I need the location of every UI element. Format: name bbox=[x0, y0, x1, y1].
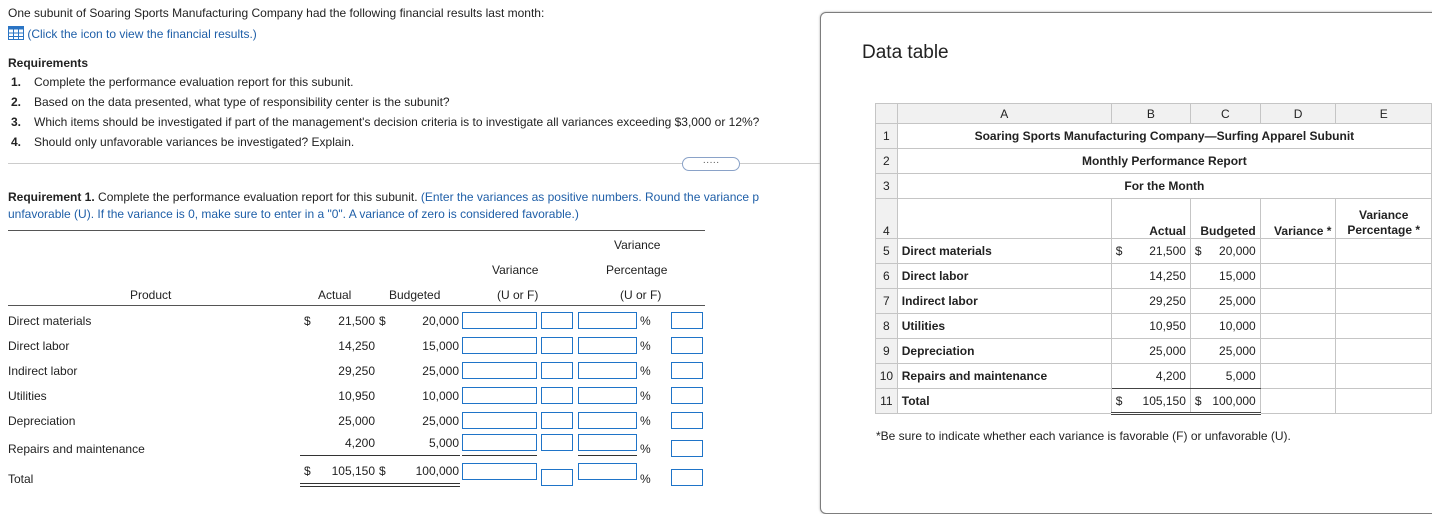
actual-value: 29,250 bbox=[338, 364, 375, 378]
header-budgeted: Budgeted bbox=[1190, 199, 1260, 239]
percent-sign: % bbox=[640, 314, 651, 328]
row-label: Direct materials bbox=[8, 314, 92, 328]
table-row bbox=[876, 124, 1432, 149]
budgeted-value: 25,000 bbox=[422, 364, 459, 378]
intro-text: One subunit of Soaring Sports Manufacturing Company had the following financial results last month: bbox=[8, 6, 545, 20]
requirement-1-instructions: unfavorable (U). If the variance is 0, make sure to enter in a "0". A variance of zero is considered favorable.) bbox=[8, 207, 579, 221]
variance-input[interactable] bbox=[462, 387, 537, 404]
currency-sign: $ bbox=[379, 314, 386, 328]
currency-sign: $ bbox=[304, 314, 311, 328]
requirement-text: Which items should be investigated if part of the management's decision criteria is to investigate all variances exceeding $3,000 or 12%? bbox=[34, 115, 760, 129]
variance-uf-select[interactable] bbox=[541, 312, 573, 329]
pct-input[interactable] bbox=[578, 412, 637, 429]
row-number: 1 bbox=[876, 124, 898, 149]
pct-uf-select[interactable] bbox=[671, 337, 703, 354]
report-period-line: For the Month bbox=[897, 174, 1431, 199]
header-variance: Variance * bbox=[1260, 199, 1336, 239]
subtotal-rule bbox=[300, 455, 460, 456]
table-row bbox=[876, 264, 1432, 289]
financial-results-link[interactable] bbox=[8, 26, 257, 41]
table-row bbox=[876, 389, 1432, 414]
actual-value: $ 105,150 bbox=[1111, 389, 1190, 414]
total-double-rule bbox=[300, 486, 460, 487]
row-label: Total bbox=[8, 472, 34, 486]
header-budgeted: Budgeted bbox=[389, 288, 441, 302]
row-label: Direct labor bbox=[897, 264, 1111, 289]
budgeted-value: 15,000 bbox=[422, 339, 459, 353]
spreadsheet-icon[interactable] bbox=[8, 26, 24, 40]
row-label: Utilities bbox=[8, 389, 47, 403]
table-row bbox=[876, 149, 1432, 174]
header-product: Product bbox=[130, 288, 172, 302]
requirement-text: Based on the data presented, what type of responsibility center is the subunit? bbox=[34, 95, 450, 109]
row-number: 6 bbox=[876, 264, 898, 289]
variance-uf-select[interactable] bbox=[541, 387, 573, 404]
row-label: Utilities bbox=[897, 314, 1111, 339]
budgeted-value: 100,000 bbox=[415, 464, 459, 478]
pct-uf-select[interactable] bbox=[671, 387, 703, 404]
requirement-item: 3. bbox=[11, 115, 22, 129]
col-letter: A bbox=[897, 104, 1111, 124]
table-row bbox=[876, 199, 1432, 239]
actual-value: 4,200 bbox=[1111, 364, 1190, 389]
variance-input[interactable] bbox=[462, 362, 537, 379]
header-pct-line2: Percentage bbox=[606, 263, 668, 277]
financial-results-link-text[interactable]: (Click the icon to view the financial results.) bbox=[27, 27, 257, 41]
expand-button[interactable]: ····· bbox=[682, 157, 740, 171]
pct-uf-select[interactable] bbox=[671, 440, 703, 457]
pct-uf-select[interactable] bbox=[671, 469, 703, 486]
table-row bbox=[876, 314, 1432, 339]
requirement-item: 1. bbox=[11, 75, 22, 89]
data-table bbox=[875, 103, 1432, 415]
percent-sign: % bbox=[640, 339, 651, 353]
row-label: Depreciation bbox=[8, 414, 76, 428]
percent-sign: % bbox=[640, 442, 651, 456]
col-letter: C bbox=[1190, 104, 1260, 124]
variance-uf-select[interactable] bbox=[541, 362, 573, 379]
percent-sign: % bbox=[640, 389, 651, 403]
variance-input[interactable] bbox=[462, 412, 537, 429]
actual-value: 25,000 bbox=[338, 414, 375, 428]
budgeted-value: 25,000 bbox=[1190, 289, 1260, 314]
data-table-title: Data table bbox=[862, 42, 949, 63]
row-number: 8 bbox=[876, 314, 898, 339]
actual-value: 21,500 bbox=[338, 314, 375, 328]
budgeted-value: $ 100,000 bbox=[1190, 389, 1260, 414]
actual-value: 105,150 bbox=[331, 464, 375, 478]
row-number: 10 bbox=[876, 364, 898, 389]
data-table-footnote: *Be sure to indicate whether each variance is favorable (F) or unfavorable (U). bbox=[876, 429, 1291, 443]
pct-input[interactable] bbox=[578, 337, 637, 354]
variance-uf-select[interactable] bbox=[541, 469, 573, 486]
currency-sign: $ bbox=[379, 464, 386, 478]
row-number: 11 bbox=[876, 389, 898, 414]
variance-input[interactable] bbox=[462, 463, 537, 480]
table-row bbox=[876, 364, 1432, 389]
row-number: 4 bbox=[876, 199, 898, 239]
variance-uf-select[interactable] bbox=[541, 412, 573, 429]
header-bottom-rule bbox=[8, 305, 705, 306]
table-row bbox=[876, 239, 1432, 264]
actual-value: 10,950 bbox=[338, 389, 375, 403]
actual-value: 29,250 bbox=[1111, 289, 1190, 314]
table-row bbox=[876, 339, 1432, 364]
subtotal-rule bbox=[578, 455, 637, 456]
budgeted-value: 10,000 bbox=[1190, 314, 1260, 339]
row-number: 5 bbox=[876, 239, 898, 264]
col-letter: E bbox=[1336, 104, 1432, 124]
row-label: Total bbox=[897, 389, 1111, 414]
header-variance-pct: Variance Percentage * bbox=[1336, 199, 1432, 239]
row-label: Direct labor bbox=[8, 339, 70, 353]
pct-input[interactable] bbox=[578, 362, 637, 379]
pct-uf-select[interactable] bbox=[671, 412, 703, 429]
pct-input[interactable] bbox=[578, 434, 637, 451]
header-actual: Actual bbox=[1111, 199, 1190, 239]
budgeted-value: 25,000 bbox=[1190, 339, 1260, 364]
budgeted-value: 5,000 bbox=[1190, 364, 1260, 389]
requirement-text: Complete the performance evaluation report for this subunit. bbox=[34, 75, 354, 89]
actual-value: $ 21,500 bbox=[1111, 239, 1190, 264]
actual-value: 25,000 bbox=[1111, 339, 1190, 364]
requirement-item: 2. bbox=[11, 95, 22, 109]
budgeted-value: 15,000 bbox=[1190, 264, 1260, 289]
requirement-item: 4. bbox=[11, 135, 22, 149]
report-company-line: Soaring Sports Manufacturing Company—Surfing Apparel Subunit bbox=[897, 124, 1431, 149]
col-letter: D bbox=[1260, 104, 1336, 124]
row-number: 7 bbox=[876, 289, 898, 314]
row-label: Repairs and maintenance bbox=[897, 364, 1111, 389]
subtotal-rule bbox=[462, 455, 537, 456]
col-letter: B bbox=[1111, 104, 1190, 124]
row-number: 2 bbox=[876, 149, 898, 174]
row-label: Indirect labor bbox=[8, 364, 78, 378]
variance-input[interactable] bbox=[462, 337, 537, 354]
header-pct-line3: (U or F) bbox=[620, 288, 662, 302]
requirements-title: Requirements bbox=[8, 56, 89, 70]
pct-uf-select[interactable] bbox=[671, 312, 703, 329]
table-row bbox=[876, 289, 1432, 314]
actual-value: 14,250 bbox=[338, 339, 375, 353]
actual-value: 10,950 bbox=[1111, 314, 1190, 339]
row-label: Repairs and maintenance bbox=[8, 442, 145, 456]
percent-sign: % bbox=[640, 472, 651, 486]
report-title-line: Monthly Performance Report bbox=[897, 149, 1431, 174]
pct-input[interactable] bbox=[578, 312, 637, 329]
pct-input[interactable] bbox=[578, 387, 637, 404]
variance-uf-select[interactable] bbox=[541, 434, 573, 451]
actual-value: 4,200 bbox=[344, 436, 375, 450]
pct-input[interactable] bbox=[578, 463, 637, 480]
row-number: 3 bbox=[876, 174, 898, 199]
requirement-text: Should only unfavorable variances be investigated? Explain. bbox=[34, 135, 355, 149]
header-actual: Actual bbox=[318, 288, 352, 302]
budgeted-value: 20,000 bbox=[422, 314, 459, 328]
row-label: Direct materials bbox=[897, 239, 1111, 264]
percent-sign: % bbox=[640, 364, 651, 378]
table-row bbox=[876, 174, 1432, 199]
pct-uf-select[interactable] bbox=[671, 362, 703, 379]
header-variance-line2: (U or F) bbox=[497, 288, 539, 302]
row-label: Indirect labor bbox=[897, 289, 1111, 314]
budgeted-value: 5,000 bbox=[428, 436, 459, 450]
header-pct-line1: Variance bbox=[614, 238, 661, 252]
variance-input[interactable] bbox=[462, 434, 537, 451]
percent-sign: % bbox=[640, 414, 651, 428]
header-top-rule bbox=[8, 230, 705, 231]
currency-sign: $ bbox=[304, 464, 311, 478]
variance-input[interactable] bbox=[462, 312, 537, 329]
variance-uf-select[interactable] bbox=[541, 337, 573, 354]
total-double-rule bbox=[300, 483, 460, 484]
budgeted-value: 10,000 bbox=[422, 389, 459, 403]
actual-value: 14,250 bbox=[1111, 264, 1190, 289]
row-number: 9 bbox=[876, 339, 898, 364]
requirement-1-prompt: Requirement 1. Complete the performance evaluation report for this subunit. (Enter the variances as positive numbers. Round the variance p bbox=[8, 190, 760, 204]
budgeted-value: 25,000 bbox=[422, 414, 459, 428]
header-variance-line1: Variance bbox=[492, 263, 539, 277]
budgeted-value: $ 20,000 bbox=[1190, 239, 1260, 264]
column-letter-row bbox=[876, 104, 1432, 124]
row-label: Depreciation bbox=[897, 339, 1111, 364]
